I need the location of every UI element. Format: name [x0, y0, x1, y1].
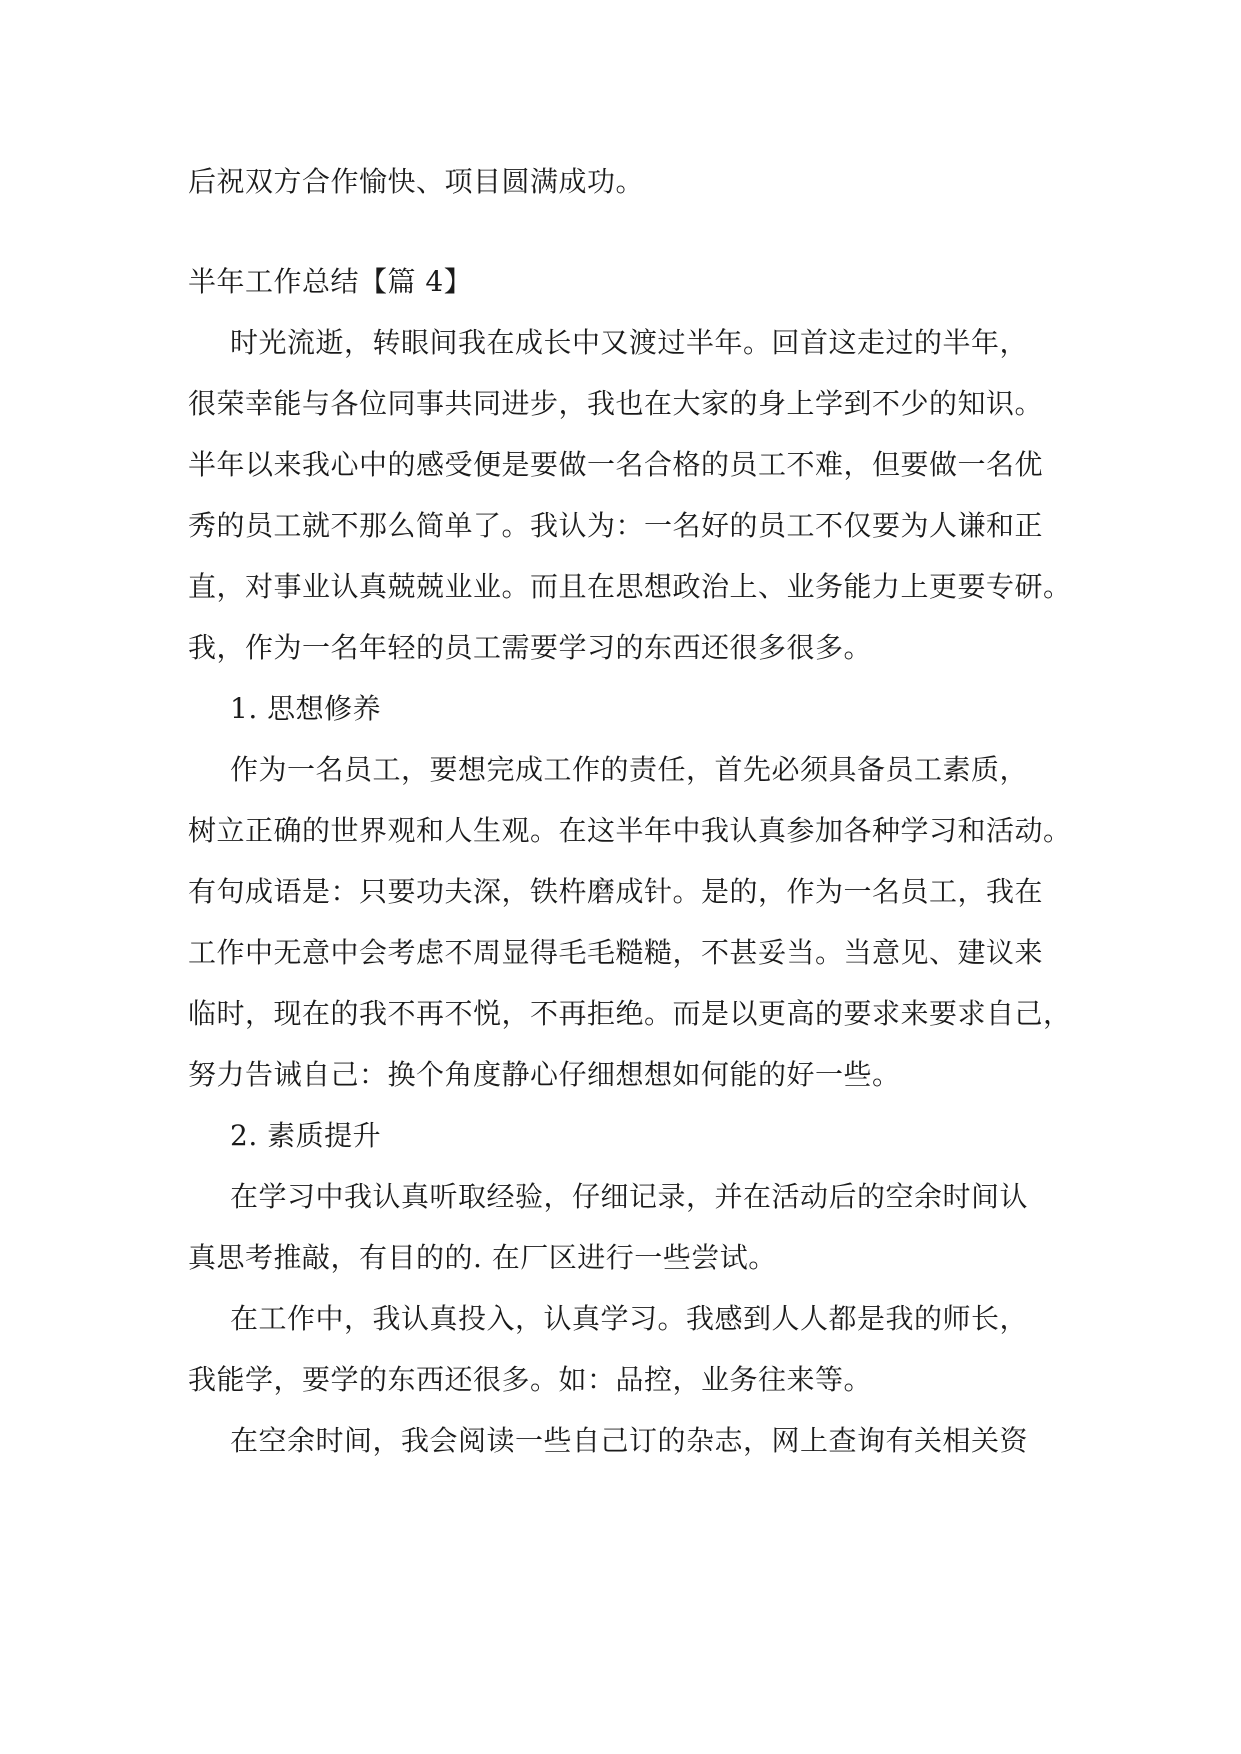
paragraph-line: 在学习中我认真听取经验，仔细记录，并在活动后的空余时间认	[230, 1180, 1029, 1213]
subheading: 1. 思想修养	[230, 692, 382, 725]
paragraph-line: 真思考推敲，有目的的. 在厂区进行一些尝试。	[188, 1241, 777, 1274]
paragraph-line: 有句成语是：只要功夫深，铁杵磨成针。是的，作为一名员工，我在	[188, 875, 1044, 908]
paragraph-line: 作为一名员工，要想完成工作的责任，首先必须具备员工素质，	[230, 753, 1029, 786]
paragraph-line: 直，对事业认真兢兢业业。而且在思想政治上、业务能力上更要专研。	[188, 570, 1072, 603]
paragraph-line: 临时，现在的我不再不悦，不再拒绝。而是以更高的要求来要求自己，	[188, 997, 1072, 1030]
paragraph-line: 在工作中，我认真投入，认真学习。我感到人人都是我的师长，	[230, 1302, 1029, 1335]
subheading: 2. 素质提升	[230, 1119, 382, 1152]
paragraph-line: 秀的员工就不那么简单了。我认为：一名好的员工不仅要为人谦和正	[188, 509, 1044, 542]
paragraph-line: 在空余时间，我会阅读一些自己订的杂志，网上查询有关相关资	[230, 1424, 1029, 1457]
paragraph-line: 我，作为一名年轻的员工需要学习的东西还很多很多。	[188, 631, 873, 664]
section-title: 半年工作总结【篇 4】	[188, 265, 473, 298]
paragraph-line: 半年以来我心中的感受便是要做一名合格的员工不难，但要做一名优	[188, 448, 1044, 481]
paragraph-line: 树立正确的世界观和人生观。在这半年中我认真参加各种学习和活动。	[188, 814, 1072, 847]
paragraph-line: 工作中无意中会考虑不周显得毛毛糙糙，不甚妥当。当意见、建议来	[188, 936, 1044, 969]
paragraph-line: 后祝双方合作愉快、项目圆满成功。	[188, 165, 645, 198]
paragraph-line: 时光流逝，转眼间我在成长中又渡过半年。回首这走过的半年，	[230, 326, 1029, 359]
paragraph-line: 我能学，要学的东西还很多。如：品控，业务往来等。	[188, 1363, 873, 1396]
paragraph-line: 努力告诫自己：换个角度静心仔细想想如何能的好一些。	[188, 1058, 901, 1091]
paragraph-line: 很荣幸能与各位同事共同进步，我也在大家的身上学到不少的知识。	[188, 387, 1044, 420]
